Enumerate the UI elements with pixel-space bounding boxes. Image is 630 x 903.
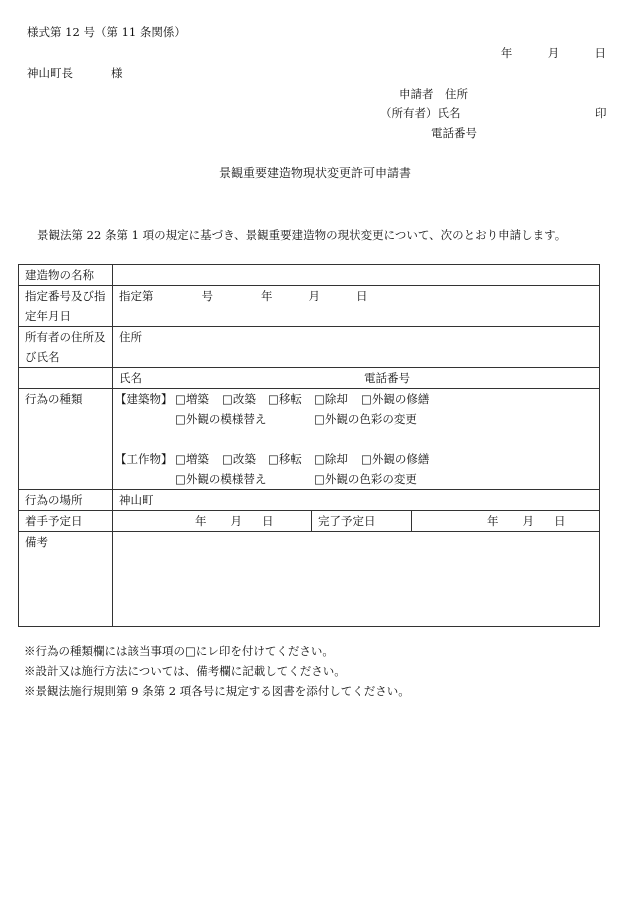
designation-day: 日 [356,289,368,303]
end-month: 月 [522,514,534,528]
applicant-address-label: 申請者 住所 [399,87,468,101]
designation-prefix: 指定第 [119,289,154,303]
form-number: 様式第 12 号（第 11 条関係） [27,25,186,39]
note-checkbox-instruction: ※行為の種類欄には該当事項の□にレ印を付けてください。 [24,644,334,658]
act-kind-field [113,389,600,490]
designation-month: 月 [308,289,320,303]
structure-option-removal[interactable]: □除却 [314,452,348,466]
building-name-label: 建造物の名称 [19,265,113,286]
owner-label-continued [19,368,113,389]
application-statement: 景観法第 22 条第 1 項の規定に基づき、景観重要建造物の現状変更について、次のとおり申請します。 [37,228,567,242]
building-name-row [19,265,600,286]
structure-option-extension[interactable]: □増築 [175,452,209,466]
owner-phone-label: 電話番号 [364,371,410,385]
date-day: 日 [594,46,606,60]
end-date-field[interactable] [412,511,600,532]
schedule-row [19,511,600,532]
building-option-extension[interactable]: □増築 [175,392,209,406]
designation-year: 年 [261,289,273,303]
designation-number-suffix: 号 [201,289,213,303]
end-date-label: 完了予定日 [312,511,412,532]
remarks-field[interactable] [113,532,600,627]
structure-option-exterior-remodel[interactable]: □外観の模様替え [175,472,267,486]
structure-option-reconstruction[interactable]: □改築 [222,452,256,466]
start-date-label: 着手予定日 [19,511,113,532]
act-kind-label: 行為の種類 [19,389,113,490]
owner-name-row [19,368,600,389]
designation-row [19,286,600,327]
end-year: 年 [487,514,499,528]
building-name-field[interactable] [113,265,600,286]
structure-option-exterior-repair[interactable]: □外観の修繕 [361,452,430,466]
structure-option-relocation[interactable]: □移転 [268,452,302,466]
owner-address-row [19,327,600,368]
building-option-removal[interactable]: □除却 [314,392,348,406]
owner-address-field[interactable] [113,327,600,368]
addressee [27,68,123,80]
act-place-value: 神山町 [119,493,154,507]
applicant-phone-label: 電話番号 [431,126,477,140]
addressee-name: 神山町長 [27,66,73,80]
note-attachments: ※景観法施行規則第 9 条第 2 項各号に規定する図書を添付してください。 [24,684,410,698]
remarks-label: 備考 [19,532,113,627]
honorific: 様 [111,66,123,80]
end-day: 日 [554,514,566,528]
submission-date [501,48,606,60]
act-place-label: 行為の場所 [19,490,113,511]
start-year: 年 [195,514,207,528]
applicant-name-label: （所有者）氏名 [380,106,461,120]
owner-name-label: 氏名 [119,371,142,385]
act-place-field[interactable] [113,490,600,511]
structure-category-label: 【工作物】 [115,452,173,466]
building-option-exterior-repair[interactable]: □外観の修繕 [361,392,430,406]
document-title: 景観重要建造物現状変更許可申請書 [218,166,411,180]
application-form-table [18,264,600,627]
date-year: 年 [500,46,513,60]
building-option-reconstruction[interactable]: □改築 [222,392,256,406]
building-option-relocation[interactable]: □移転 [268,392,302,406]
building-option-color-change[interactable]: □外観の色彩の変更 [314,412,417,426]
remarks-row [19,532,600,627]
structure-option-color-change[interactable]: □外観の色彩の変更 [314,472,417,486]
act-kind-row [19,389,600,490]
start-day: 日 [262,514,274,528]
designation-field[interactable] [113,286,600,327]
building-option-exterior-remodel[interactable]: □外観の模様替え [175,412,267,426]
designation-label: 指定番号及び指定年月日 [19,286,113,327]
act-place-row [19,490,600,511]
start-month: 月 [230,514,242,528]
date-month: 月 [547,46,560,60]
building-category-label: 【建築物】 [115,392,173,406]
seal-mark: 印 [595,106,607,120]
owner-label: 所有者の住所及び氏名 [19,327,113,368]
start-date-field[interactable] [113,511,312,532]
owner-address-label: 住所 [119,330,142,344]
owner-name-field[interactable] [113,368,600,389]
note-design-method: ※設計又は施行方法については、備考欄に記載してください。 [24,664,346,678]
